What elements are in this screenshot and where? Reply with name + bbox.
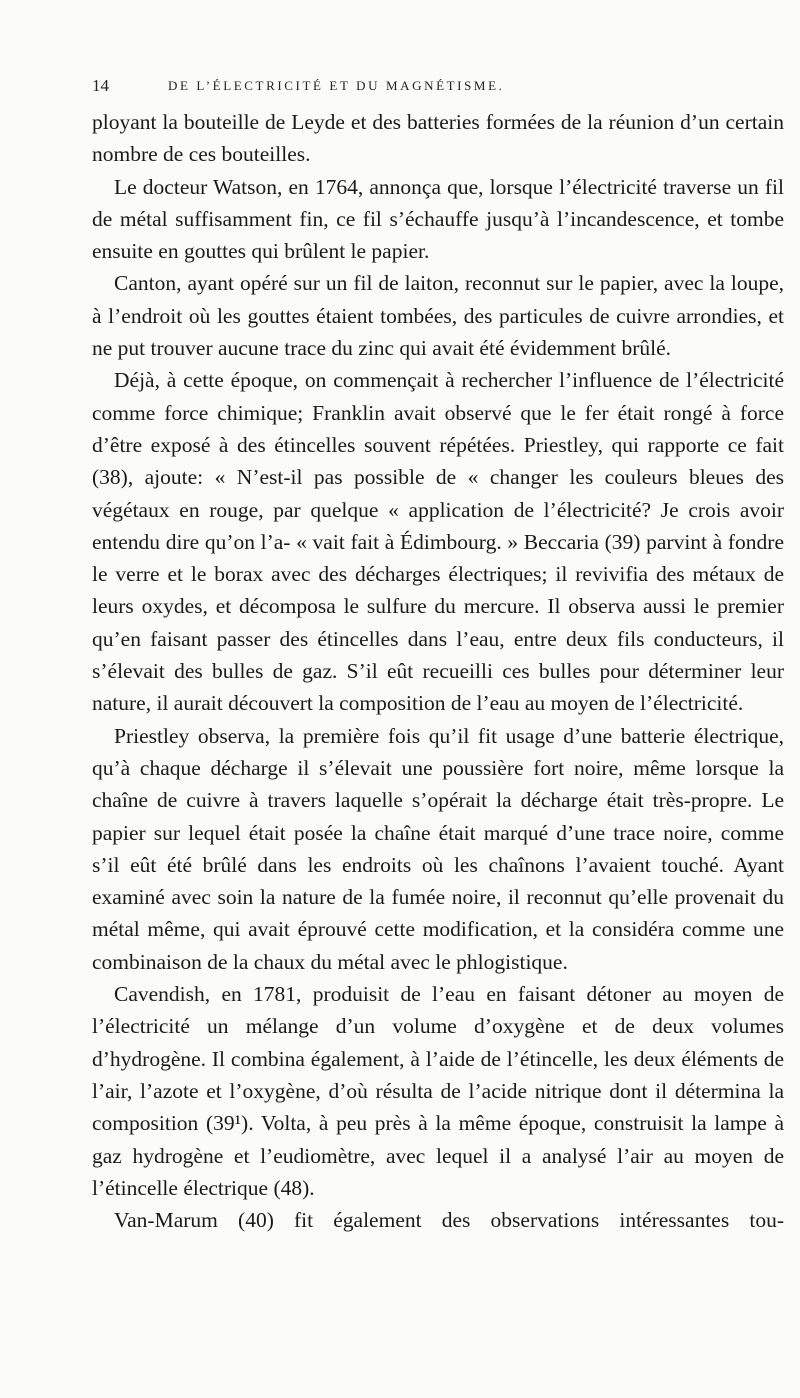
paragraph: ployant la bouteille de Leyde et des batteries formées de la réunion d’un certain nombre de ces bouteilles. bbox=[92, 110, 784, 167]
running-head bbox=[92, 76, 792, 102]
paragraph: Le docteur Watson, en 1764, annonça que, lorsque l’électricité traverse un fil de métal suffisamment fin, ce fil s’échauffe jusqu’à l’incandescence, et tombe ensuite en gouttes qui brûlent le papier. bbox=[92, 174, 784, 264]
paragraph: Cavendish, en 1781, produisit de l’eau en faisant détoner au moyen de l’électricité un mélange d’un volume d’oxygène et de deux volumes d’hydrogène. Il combina également, à l’aide de l’étincelle, les deux éléments de l’air, l’azote et l’oxygène, d’où résulta de l’acide nitrique dont il détermina la composition (39¹). Volta, à peu près à la même époque, construisit la lampe à gaz hydrogène et l’eudiomètre, avec lequel il a analysé l’air au moyen de l’étincelle électrique (48). bbox=[92, 982, 784, 1200]
paragraph: Canton, ayant opéré sur un fil de laiton, reconnut sur le papier, avec la loupe, à l’endroit où les gouttes étaient tombées, des particules de cuivre arrondies, et ne put trouver aucune trace du zinc qui avait été évidemment brûlé. bbox=[92, 271, 784, 361]
page-number: 14 bbox=[92, 76, 109, 95]
running-title: DE L’ÉLECTRICITÉ ET DU MAGNÉTISME. bbox=[168, 78, 505, 93]
paragraph: Priestley observa, la première fois qu’il fit usage d’une batterie électrique, qu’à chaque décharge il s’élevait une poussière fort noire, même lorsque la chaîne de cuivre à travers laquelle s’opérait la décharge était très-propre. Le papier sur lequel était posée la chaîne était marqué d’une trace noire, comme s’il eût été brûlé dans les endroits où les chaînons l’avaient touché. Ayant examiné avec soin la nature de la fumée noire, il reconnut qu’elle provenait du métal même, qui avait éprouvé cette modification, et la considéra comme une combinaison de la chaux du métal avec le phlogistique. bbox=[92, 723, 784, 974]
body-text bbox=[92, 106, 784, 1236]
paragraph: Déjà, à cette époque, on commençait à rechercher l’influence de l’électricité comme force chimique; Franklin avait observé que le fer était rongé à force d’être exposé à des étincelles souvent répétées. Priestley, qui rapporte ce fait (38), ajoute: « N’est-il pas possible de « changer les couleurs bleues des végétaux en rouge, par quelque « application de l’électricité? Je crois avoir entendu dire qu’on l’a- « vait fait à Édimbourg. » Beccaria (39) parvint à fondre le verre et le borax avec des décharges électriques; il revivifia des métaux de leurs oxydes, et décomposa le sulfure du mercure. Il observa aussi le premier qu’en faisant passer des étincelles dans l’eau, entre deux fils conducteurs, il s’élevait des bulles de gaz. S’il eût recueilli ces bulles pour déterminer leur nature, il aurait découvert la composition de l’eau au moyen de l’électricité. bbox=[92, 368, 784, 716]
paragraph: Van-Marum (40) fit également des observations intéressantes tou- bbox=[114, 1208, 784, 1233]
